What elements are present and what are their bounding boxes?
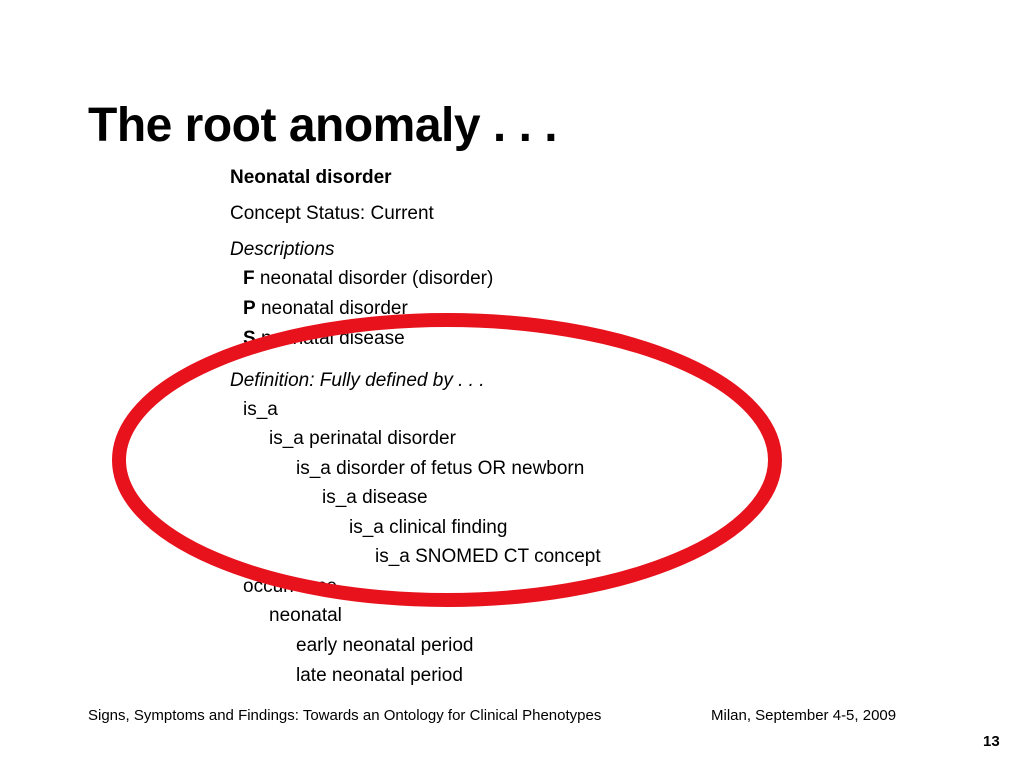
- descriptions-heading: Descriptions: [230, 239, 335, 260]
- occurrence-value: early neonatal period: [296, 635, 474, 656]
- footer-presentation-title: Signs, Symptoms and Findings: Towards an Ontology for Clinical Phenotypes: [88, 707, 602, 724]
- description-text: neonatal disease: [255, 328, 405, 349]
- description-type: F: [243, 268, 255, 289]
- description-item: [243, 267, 493, 291]
- description-type: P: [243, 298, 256, 319]
- hierarchy-item: is_a SNOMED CT concept: [375, 546, 601, 567]
- description-text: neonatal disorder (disorder): [254, 268, 494, 289]
- occurrence-label: occurrence: [243, 576, 337, 597]
- definition-heading: Definition: Fully defined by . . .: [230, 370, 485, 391]
- concept-name: Neonatal disorder: [230, 167, 392, 188]
- hierarchy-item: is_a clinical finding: [349, 517, 508, 538]
- page-number: 13: [983, 733, 1000, 750]
- footer-location-date: Milan, September 4-5, 2009: [711, 707, 897, 724]
- hierarchy-item: is_a disorder of fetus OR newborn: [296, 458, 585, 479]
- is-a-label: is_a: [243, 399, 278, 420]
- concept-status: Concept Status: Current: [230, 203, 434, 224]
- hierarchy-item: is_a disease: [322, 487, 428, 508]
- description-text: neonatal disorder: [255, 298, 408, 319]
- occurrence-value: late neonatal period: [296, 665, 463, 686]
- description-item: [243, 327, 405, 351]
- hierarchy-item: is_a perinatal disorder: [269, 428, 456, 449]
- slide-title: The root anomaly . . .: [88, 99, 558, 152]
- description-type: S: [243, 328, 256, 349]
- occurrence-value: neonatal: [269, 605, 342, 626]
- description-item: [243, 297, 408, 321]
